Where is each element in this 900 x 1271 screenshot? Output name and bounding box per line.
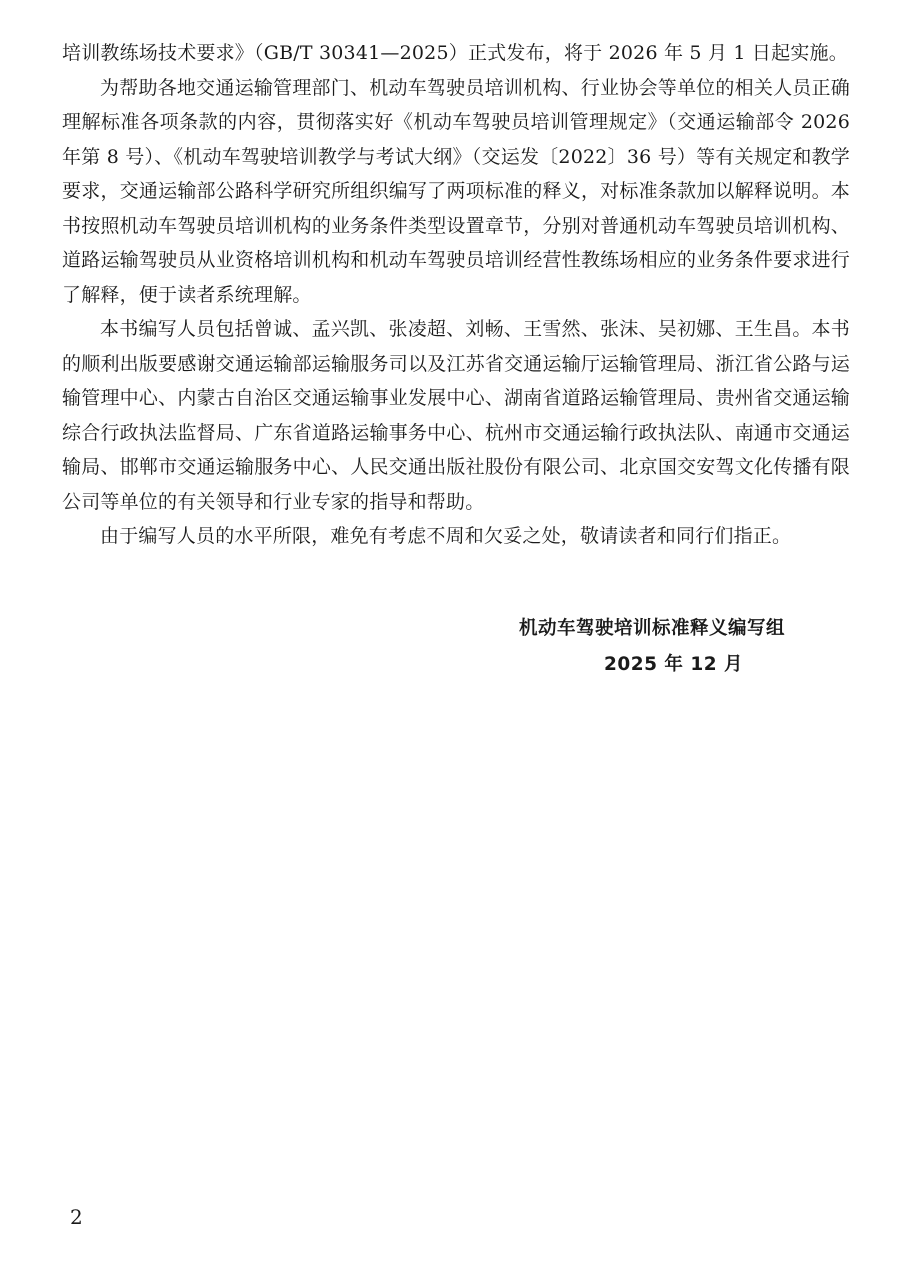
paragraph-continuation: 培训教练场技术要求》（GB/T 30341—2025）正式发布，将于 2026 年 5 月 1 日起实施。: [62, 42, 848, 64]
paragraph-purpose: 为帮助各地交通运输管理部门、机动车驾驶员培训机构、行业协会等单位的相关人员正确理解标准各项条款的内容，贯彻落实好《机动车驾驶员培训管理规定》（交通运输部令 2026 年第 8 号）、《机动车驾驶培训教学与考试大纲》（交运发〔2022〕36 号）等有关规定和教学要求，交通运输部公路科学研究所组织编写了两项标准的释义，对标准条款加以解释说明。本书按照机动车驾驶员培训机构的业务条件类型设置章节，分别对普通机动车驾驶员培训机构、道路运输驾驶员从业资格培训机构和机动车驾驶员培训经营性教练场相应的业务条件要求进行了解释，便于读者系统理解。: [62, 76, 850, 306]
paragraph-acknowledgements: 本书编写人员包括曾诚、孟兴凯、张凌超、刘畅、王雪然、张沫、吴初娜、王生昌。本书的顺利出版要感谢交通运输部运输服务司以及江苏省交通运输厅运输管理局、浙江省公路与运输管理中心、内蒙古自治区交通运输事业发展中心、湖南省道路运输管理局、贵州省交通运输综合行政执法监督局、广东省道路运输事务中心、杭州市交通运输行政执法队、南通市交通运输局、邯郸市交通运输服务中心、人民交通出版社股份有限公司、北京国交安驾文化传播有限公司等单位的有关领导和行业专家的指导和帮助。: [62, 318, 850, 513]
document-body: [62, 36, 850, 554]
signature-organization: 机动车驾驶培训标准释义编写组: [519, 618, 786, 639]
page-number: 2: [70, 1205, 83, 1229]
paragraph-closing: 由于编写人员的水平所限，难免有考虑不周和欠妥之处，敬请读者和同行们指正。: [100, 525, 792, 547]
signature-date: 2025 年 12 月: [604, 654, 744, 675]
